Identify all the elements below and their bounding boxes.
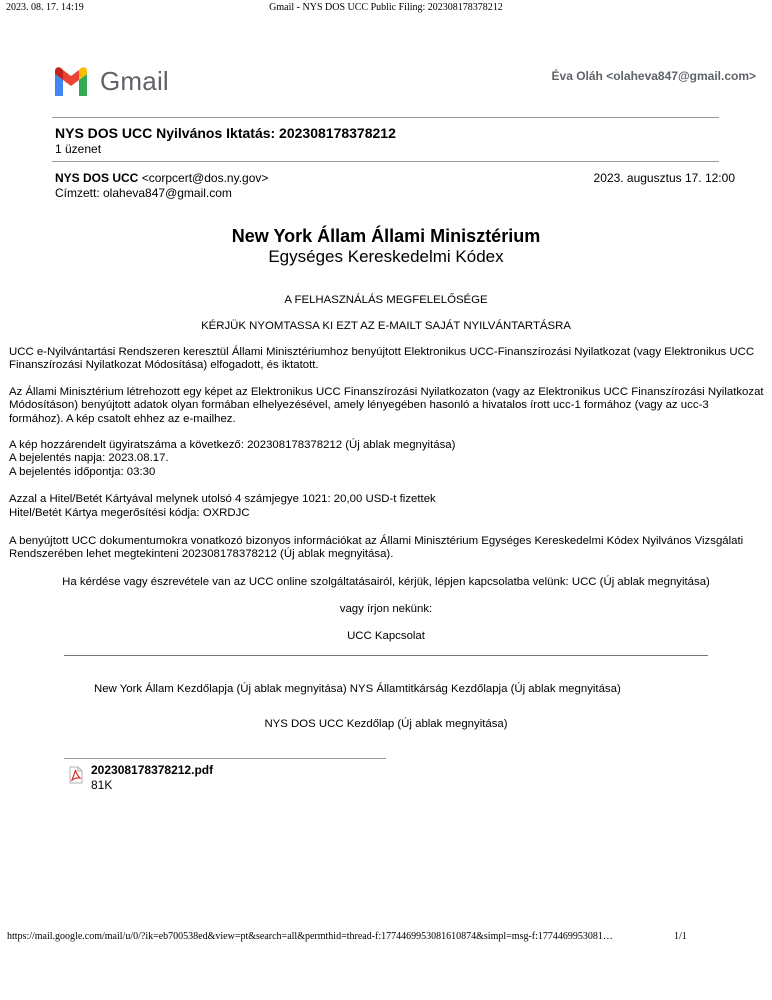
recipient: Címzett: olaheva847@gmail.com [55,186,232,200]
print-page-title: Gmail - NYS DOS UCC Public Filing: 202308178378212 [269,2,503,13]
message-date: 2023. augusztus 17. 12:00 [593,171,735,185]
thread-subject: NYS DOS UCC Nyilvános Iktatás: 202308178378212 [55,125,396,141]
divider [64,655,708,656]
account-identity: Éva Oláh <olaheva847@gmail.com> [551,69,756,83]
divider [52,117,719,118]
body-heading: New York Állam Állami Minisztérium [231,226,541,246]
body-title: A FELHASZNÁLÁS MEGFELELŐSÉGE [284,294,488,306]
body-paragraph-1: UCC e-Nyilvántartási Rendszeren keresztül Állami Minisztériumhoz benyújtott Elektronikus UCC-Finanszírozási Nyilatkozat (vagy Elektronikus UCC Finanszírozási Nyilatkozat Módosítása) elfogadott, és iktatott. [9,346,755,372]
or-write-text: vagy írjon nekünk: [339,603,433,615]
contact-link[interactable]: UCC Kapcsolat [347,630,425,642]
home-link[interactable]: NYS DOS UCC Kezdőlap (Új ablak megnyitása) [264,718,508,730]
gmail-logo-text: Gmail [100,66,169,96]
print-notice: KÉRJÜK NYOMTASSA KI EZT AZ E-MAILT SAJÁT NYILVÁNTARTÁSRA [201,320,571,332]
auth-code-line: Hitel/Betét Kártya megerősítési kódja: OXRDJC [9,507,250,519]
print-page-number: 1/1 [674,931,687,942]
print-footer-url: https://mail.google.com/mail/u/0/?ik=eb700538ed&view=pt&search=all&permthid=thread-f:1774469953081610874&simpl=msg-f:1774469953081… [7,931,613,942]
body-paragraph-3[interactable]: A benyújtott UCC dokumentumokra vonatkozó bizonyos információkat az Állami Minisztérium Egységes Kereskedelmi Kódex Nyilvános Vizsgálati Rendszerében lehet megtekinteni 202308178378212 (Új ablak megnyitása). [9,535,744,561]
payment-line: Azzal a Hitel/Betét Kártyával melynek utolsó 4 számjegye 1021: 20,00 USD-t fizettek [9,493,436,505]
contact-line[interactable]: Ha kérdése vagy észrevétele van az UCC online szolgáltatásairól, kérjük, lépjen kapcsolatba velünk: UCC (Új ablak megnyitása) [62,576,710,588]
filing-date-line: A bejelentés napja: 2023.08.17. [9,452,169,464]
gmail-logo-icon [52,66,90,96]
message-count: 1 üzenet [55,142,102,156]
filing-time-line: A bejelentés időpontja: 03:30 [9,466,156,478]
footer-links[interactable]: New York Állam Kezdőlapja (Új ablak megnyitása) NYS Államtitkárság Kezdőlapja (Új ablak megnyitása) [94,683,621,695]
file-number-line[interactable]: A kép hozzárendelt ügyiratszáma a következő: 202308178378212 (Új ablak megnyitása) [9,439,456,451]
sender [55,171,268,185]
attachment-name[interactable]: 202308178378212.pdf [91,763,214,777]
body-paragraph-2: Az Állami Minisztérium létrehozott egy képet az Elektronikus UCC Finanszírozási Nyilatkozaton (vagy az Elektronikus UCC Finanszírozási Nyilatkozat Módosításon) benyújtott adatok olyan formában elhelyezésével, amely lényegében hasonló a hivatalos írott ucc-1 formához (vagy az ucc-3 formához). A kép csatolt ehhez az e-mailhez. [9,386,764,425]
attachment-divider [64,758,386,759]
body-subheading: Egységes Kereskedelmi Kódex [268,247,504,266]
sender-email: <corpcert@dos.ny.gov> [141,171,269,185]
attachment-size: 81K [91,778,113,792]
print-datetime: 2023. 08. 17. 14:19 [6,2,84,13]
pdf-icon[interactable] [68,766,84,784]
divider [52,161,719,162]
sender-name: NYS DOS UCC [55,171,139,185]
